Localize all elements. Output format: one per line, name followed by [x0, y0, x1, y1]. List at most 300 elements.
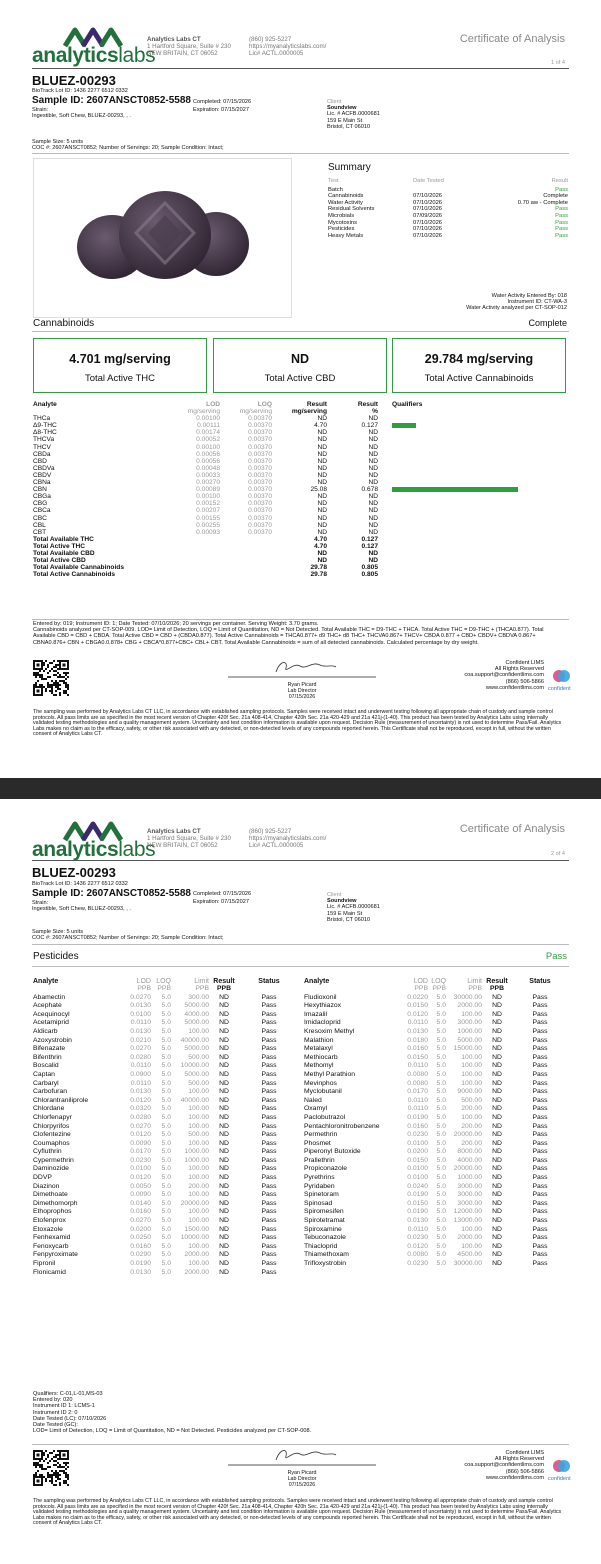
pesticide-limit: 100.00	[461, 1010, 482, 1018]
pesticide-row	[304, 1105, 568, 1114]
pesticide-limit: 500.00	[461, 1096, 482, 1104]
pesticide-limit: 100.00	[188, 1208, 209, 1216]
lab-website[interactable]: https://myanalyticslabs.com/	[249, 43, 327, 50]
pesticide-result: ND	[492, 1251, 502, 1259]
signer-name: Ryan Picard	[287, 1470, 317, 1476]
pest-unit-result: PPB	[490, 985, 504, 992]
pesticide-loq: 5.0	[161, 1019, 171, 1027]
pesticide-loq: 5.0	[161, 1234, 171, 1242]
signer-date: 07/15/2026	[288, 1481, 316, 1488]
lod-value: 0.00048	[196, 464, 220, 472]
total-percent: 0.127	[361, 535, 378, 543]
pesticide-limit: 5000.00	[184, 1070, 209, 1078]
summary-date: 07/10/2026	[413, 226, 443, 233]
pesticide-status: Pass	[532, 1199, 548, 1207]
pesticide-loq: 5.0	[161, 1122, 171, 1130]
pesticide-status: Pass	[261, 1036, 277, 1044]
lab-name: Analytics Labs CT	[147, 828, 201, 835]
result-percent: 0.127	[361, 422, 378, 430]
pesticide-status: Pass	[261, 1148, 277, 1156]
pesticide-status: Pass	[532, 1036, 548, 1044]
pesticide-loq: 5.0	[161, 1053, 171, 1061]
sample-size: Sample Size: 5 units	[32, 929, 83, 935]
pesticide-limit: 500.00	[188, 1053, 209, 1061]
lab-website[interactable]: https://myanalyticslabs.com/	[249, 835, 327, 842]
pesticide-lod: 0.0100	[407, 1174, 428, 1182]
pesticide-status: Pass	[532, 1113, 548, 1121]
pesticide-result: ND	[219, 1199, 229, 1207]
pesticide-name: Etoxazole	[33, 1225, 63, 1233]
pesticide-lod: 0.0100	[407, 1165, 428, 1173]
pesticides-status: Pass	[545, 951, 567, 962]
qualifier-cell	[378, 458, 570, 465]
client-block	[327, 99, 380, 130]
pesticide-row	[304, 1071, 568, 1080]
pesticide-status: Pass	[532, 1165, 548, 1173]
client-name: Soundview	[327, 105, 357, 112]
summary-row	[328, 206, 568, 213]
pesticide-row	[304, 1157, 568, 1166]
result-value: ND	[317, 493, 327, 501]
pesticide-limit: 5000.00	[184, 1002, 209, 1010]
lab-address-line2: NEW BRITAIN, CT 06052	[147, 842, 218, 849]
pesticide-loq: 5.0	[161, 1079, 171, 1087]
pest-col-loq: LOQ	[431, 978, 446, 985]
pesticide-loq: 5.0	[436, 1217, 446, 1225]
pesticide-limit: 100.00	[188, 1174, 209, 1182]
analyte-name: Δ9-THC	[33, 422, 57, 430]
sample-id: Sample ID: 2607ANSCT0852-5588	[32, 95, 191, 106]
lod-value: 0.00207	[196, 507, 220, 515]
pesticide-result: ND	[219, 1217, 229, 1225]
pesticide-table-left	[33, 978, 299, 1277]
pesticide-limit: 5000.00	[457, 1036, 482, 1044]
lod-value: 0.00089	[196, 486, 220, 494]
pesticide-limit: 3000.00	[457, 1191, 482, 1199]
pesticide-status: Pass	[261, 1010, 277, 1018]
pesticide-result: ND	[219, 1268, 229, 1276]
lims-line5[interactable]: www.confidentlims.com	[485, 684, 544, 691]
total-percent: ND	[368, 549, 378, 557]
pesticide-status: Pass	[532, 993, 548, 1001]
lims-line5[interactable]: www.confidentlims.com	[485, 1474, 544, 1481]
pesticide-loq: 5.0	[161, 1268, 171, 1276]
signer-role: Lab Director	[287, 687, 317, 694]
page-number: 1 of 4	[551, 60, 565, 66]
lab-phone: (860) 925-5227	[249, 36, 292, 43]
can-col-loq: LOQ	[257, 401, 272, 408]
pesticide-row	[33, 1243, 299, 1252]
signature-block	[228, 1446, 376, 1488]
pesticide-name: Cyfluthrin	[33, 1148, 62, 1156]
pesticide-lod: 0.0170	[407, 1088, 428, 1096]
total-cannabinoids-label: Total Active Cannabinoids	[424, 373, 534, 384]
total-percent: 0.805	[361, 564, 378, 572]
lab-license: Lic# ACTL.0000005	[249, 842, 304, 849]
total-blank	[220, 564, 272, 571]
pesticide-loq: 5.0	[161, 1113, 171, 1121]
pesticide-row	[304, 1226, 568, 1235]
can-unit-lod: mg/serving	[187, 408, 220, 416]
pesticide-limit: 100.00	[461, 1242, 482, 1250]
result-value: ND	[317, 429, 327, 437]
pesticide-loq: 5.0	[436, 1191, 446, 1199]
pesticide-row	[304, 1088, 568, 1097]
lod-value: 0.00155	[196, 514, 220, 522]
analyte-name: CBNa	[33, 479, 51, 487]
pest-col-lod: LOD	[413, 978, 428, 985]
loq-value: 0.00370	[248, 500, 272, 508]
pesticide-row	[304, 1251, 568, 1260]
lims-line4: (866) 506-5866	[505, 1468, 544, 1475]
coa-page-2	[0, 799, 601, 1564]
pesticide-loq: 5.0	[161, 1208, 171, 1216]
qualifier-cell	[378, 500, 570, 507]
pesticide-name: Pyrethrins	[304, 1174, 335, 1182]
biotrack-lot-id: BioTrack Lot ID: 1436 2277 6512 0332	[32, 88, 128, 94]
lod-value: 0.00152	[196, 500, 220, 508]
pesticide-status: Pass	[261, 1182, 277, 1190]
pesticide-name: Acequinocyl	[33, 1010, 70, 1018]
pesticide-loq: 5.0	[436, 1019, 446, 1027]
pesticide-name: Carbofuran	[33, 1088, 68, 1096]
completed-date: Completed: 07/15/2026	[193, 99, 252, 105]
client-address2: Bristol, CT 06010	[327, 916, 371, 923]
confident-text: confident	[548, 1476, 571, 1482]
pesticide-row	[304, 1243, 568, 1252]
pesticide-name: Piperonyl Butoxide	[304, 1148, 361, 1156]
pesticide-lod: 0.0120	[130, 1131, 151, 1139]
pesticide-name: Malathion	[304, 1036, 334, 1044]
pesticide-loq: 5.0	[436, 1027, 446, 1035]
pesticide-lod: 0.0150	[407, 1053, 428, 1061]
pesticide-result: ND	[219, 1208, 229, 1216]
pesticide-result: ND	[492, 1148, 502, 1156]
pesticide-name: Phosmet	[304, 1139, 331, 1147]
lab-address-line1: 1 Hartford Square, Suite # 230	[147, 43, 231, 50]
pesticide-result: ND	[219, 1165, 229, 1173]
pesticide-status: Pass	[261, 1131, 277, 1139]
pesticide-limit: 1000.00	[457, 1174, 482, 1182]
pesticide-status: Pass	[261, 1165, 277, 1173]
total-result: 29.78	[310, 564, 327, 572]
pesticide-loq: 5.0	[436, 1070, 446, 1078]
client-license: Lic. # ACFB.0000681	[327, 904, 380, 911]
pesticide-loq: 5.0	[161, 1242, 171, 1250]
pesticide-status: Pass	[532, 1096, 548, 1104]
pesticide-lod: 0.0200	[407, 1148, 428, 1156]
result-value: ND	[317, 464, 327, 472]
pesticide-status: Pass	[532, 1174, 548, 1182]
pesticide-status: Pass	[532, 1234, 548, 1242]
lims-line3[interactable]: coa.support@confidentlims.com	[464, 1462, 544, 1469]
qualifier-cell	[378, 529, 570, 536]
signer-role: Lab Director	[287, 1475, 317, 1482]
pesticide-loq: 5.0	[436, 1165, 446, 1173]
pesticide-lod: 0.0150	[407, 1199, 428, 1207]
total-cbd-value: ND	[290, 352, 310, 366]
result-value: ND	[317, 514, 327, 522]
note-date-lc: Date Tested (LC): 07/10/2026	[33, 1415, 107, 1422]
pesticide-name: Chlorpyrifos	[33, 1122, 70, 1130]
pesticide-name: Flonicamid	[33, 1268, 66, 1276]
total-blank	[220, 557, 272, 564]
analyte-name: THCV	[33, 443, 51, 451]
pesticide-row	[33, 1217, 299, 1226]
cannabinoid-total-row	[33, 543, 570, 550]
pesticide-name: Ethoprophos	[33, 1208, 72, 1216]
pesticide-loq: 5.0	[436, 1088, 446, 1096]
pesticide-limit: 200.00	[188, 1182, 209, 1190]
result-percent: ND	[368, 479, 378, 487]
total-thc-label: Total Active THC	[84, 373, 156, 384]
pest-col-result: Result	[486, 978, 508, 985]
can-unit-pct: %	[372, 408, 378, 416]
pesticide-result: ND	[492, 1191, 502, 1199]
pesticide-row	[304, 1260, 568, 1269]
pesticide-result: ND	[219, 1036, 229, 1044]
pesticide-name: Pyridaben	[304, 1182, 335, 1190]
qualifier-cell	[378, 444, 570, 451]
cannabinoid-row	[33, 500, 570, 507]
total-name: Total Available Cannabinoids	[33, 564, 124, 572]
pesticide-lod: 0.0090	[130, 1139, 151, 1147]
pesticide-result: ND	[492, 1045, 502, 1053]
pesticide-loq: 5.0	[436, 1096, 446, 1104]
pesticide-status: Pass	[532, 1251, 548, 1259]
pesticide-limit: 5000.00	[184, 1045, 209, 1053]
result-percent: ND	[368, 521, 378, 529]
result-value: 25.08	[310, 486, 327, 494]
lims-line2: All Rights Reserved	[494, 1456, 544, 1463]
pesticide-lod: 0.0230	[407, 1260, 428, 1267]
pesticide-name: Propiconazole	[304, 1165, 348, 1173]
summary-test: Microbials	[328, 212, 355, 219]
pest-col-result: Result	[213, 978, 235, 985]
pesticide-row	[304, 1080, 568, 1089]
result-value: ND	[317, 443, 327, 451]
pesticide-row	[304, 1028, 568, 1037]
pesticide-row	[33, 1251, 299, 1260]
lod-value: 0.00056	[196, 450, 220, 458]
pesticide-loq: 5.0	[161, 1191, 171, 1199]
summary-test: Cannabinoids	[328, 193, 364, 200]
pesticide-row	[33, 1097, 299, 1106]
pesticide-result: ND	[492, 1027, 502, 1035]
logo-text-labs: labs	[118, 44, 156, 67]
pesticide-loq: 5.0	[436, 1062, 446, 1070]
pesticide-lod: 0.0050	[130, 1182, 151, 1190]
analyte-name: CBL	[33, 521, 46, 529]
pesticide-lod: 0.0210	[130, 1036, 151, 1044]
pesticide-loq: 5.0	[161, 1165, 171, 1173]
summary-date: 07/10/2026	[413, 206, 443, 213]
lab-phone: (860) 925-5227	[249, 828, 292, 835]
pesticide-limit: 100.00	[461, 1079, 482, 1087]
pesticide-name: Spiromesifen	[304, 1208, 344, 1216]
total-percent: 0.127	[361, 542, 378, 550]
pesticide-status: Pass	[532, 1191, 548, 1199]
pesticide-loq: 5.0	[436, 1010, 446, 1018]
pesticide-result: ND	[219, 1191, 229, 1199]
pesticide-lod: 0.0270	[130, 1045, 151, 1053]
page-number: 2 of 4	[551, 851, 565, 857]
pesticide-result: ND	[219, 1225, 229, 1233]
pesticide-loq: 5.0	[436, 1148, 446, 1156]
result-percent: ND	[368, 493, 378, 501]
pesticide-status: Pass	[261, 1260, 277, 1267]
pesticide-limit: 8000.00	[457, 1148, 482, 1156]
total-blank	[220, 543, 272, 550]
lab-address-block-2	[147, 828, 231, 849]
pesticide-limit: 2000.00	[457, 1002, 482, 1010]
confident-logo-icon	[552, 668, 572, 684]
pesticide-loq: 5.0	[161, 1045, 171, 1053]
pesticide-loq: 5.0	[161, 1096, 171, 1104]
pesticide-status: Pass	[261, 1251, 277, 1259]
pesticide-lod: 0.0230	[407, 1234, 428, 1242]
pesticide-name: Chlorantraniliprole	[33, 1096, 89, 1104]
pesticide-name: Aldicarb	[33, 1027, 58, 1035]
lod-value: 0.00100	[196, 443, 220, 451]
pesticide-name: Prallethrin	[304, 1156, 335, 1164]
pesticide-name: Captan	[33, 1070, 55, 1078]
pest-col-loq: LOQ	[156, 978, 171, 985]
pesticide-name: Chlordane	[33, 1105, 65, 1113]
lims-line1: Confident LIMS	[505, 660, 544, 666]
analyte-name: THCa	[33, 415, 51, 423]
pesticide-row	[33, 1011, 299, 1020]
qualifier-cell	[378, 422, 570, 429]
pesticide-result: ND	[492, 1217, 502, 1225]
pesticide-status: Pass	[261, 1191, 277, 1199]
pesticide-loq: 5.0	[161, 1105, 171, 1113]
pesticide-limit: 200.00	[461, 1122, 482, 1130]
pesticide-row	[33, 994, 299, 1003]
note-date-gc: Date Tested (GC):	[33, 1422, 78, 1429]
pesticide-limit: 100.00	[188, 1217, 209, 1225]
pesticide-loq: 5.0	[436, 1131, 446, 1139]
pesticide-name: Bifenthrin	[33, 1053, 62, 1061]
pesticide-row	[304, 1062, 568, 1071]
pest-unit-loq: PPB	[157, 985, 171, 992]
pesticide-row	[304, 1123, 568, 1132]
disclaimer: The sampling was performed by Analytics Labs CT LLC, in accordance with established sampling protocols. Samples were received intact and underwent testing following all appropriate chain of custody and sample control protocols. All pass limits are as specified in the most recent version of Chapter 420f Sec. 21a 408-414, Chapter 420h Sec. 21a 420-429 and 21a 421j-(1-40). This product has been tested by Analytics Labs using internally validated testing methodologies and a quality management system. Uncertainty and test condition information is available upon request. Decision Rule (measurement of uncertainty) is not used to determine Pass/Fail. Analytics Labs makes no claim as to the efficacy, safety, or other risk associated with any detected, or non-detected levels of any compounds reported herein. This Certificate shall not be reproduced, except in full, without the written consent of Analytics Labs CT.	[33, 1498, 562, 1527]
logo-text-labs: labs	[118, 838, 156, 861]
summary-date: 07/10/2026	[413, 193, 443, 200]
pesticide-status: Pass	[532, 1156, 548, 1164]
pesticide-row	[33, 1002, 299, 1011]
pesticide-result: ND	[219, 1260, 229, 1267]
pest-col-analyte: Analyte	[304, 978, 330, 985]
pesticide-name: Daminozide	[33, 1165, 69, 1173]
pesticide-name: Hexythiazox	[304, 1002, 342, 1010]
cannabinoid-total-row	[33, 550, 570, 557]
analyte-name: Δ8-THC	[33, 429, 57, 437]
result-value: ND	[317, 457, 327, 465]
total-blank	[168, 550, 220, 557]
pesticide-lod: 0.0290	[130, 1251, 151, 1259]
pesticide-status: Pass	[261, 1225, 277, 1233]
lod-value: 0.00174	[196, 429, 220, 437]
pesticide-row	[33, 1114, 299, 1123]
pesticide-loq: 5.0	[161, 1199, 171, 1207]
pesticide-name: Metalaxyl	[304, 1045, 333, 1053]
qualifier-cell	[378, 479, 570, 486]
pesticide-lod: 0.0120	[407, 1242, 428, 1250]
qr-code[interactable]	[33, 660, 69, 696]
lod-value: 0.00056	[196, 457, 220, 465]
signer-name: Ryan Picard	[287, 682, 317, 688]
pesticide-name: Spirotetramat	[304, 1217, 345, 1225]
pesticide-loq: 5.0	[161, 1036, 171, 1044]
pesticide-limit: 30000.00	[453, 993, 482, 1001]
analyte-name: CBDa	[33, 450, 51, 458]
pesticide-row	[304, 1002, 568, 1011]
can-unit-result: mg/serving	[291, 408, 327, 416]
pesticide-status: Pass	[261, 1156, 277, 1164]
strain-label: Strain:	[32, 107, 49, 113]
pesticide-loq: 5.0	[161, 1260, 171, 1267]
pesticide-row	[304, 1054, 568, 1063]
pesticide-loq: 5.0	[161, 1174, 171, 1182]
cannabinoid-row	[33, 451, 570, 458]
pesticide-lod: 0.0270	[130, 1122, 151, 1130]
wa-entered-by: Water Activity Entered By: 018	[491, 293, 567, 299]
sample-matrix: Ingestible, Soft Chew, BLUEZ-00293, , .	[32, 906, 131, 912]
summary-test: Residual Solvents	[328, 206, 375, 213]
page-gap	[0, 778, 601, 799]
pesticide-name: Methyl Parathion	[304, 1070, 356, 1078]
summary-row	[328, 213, 568, 220]
notes-divider	[32, 619, 569, 620]
pesticide-limit: 100.00	[461, 1062, 482, 1070]
client-name: Soundview	[327, 898, 357, 905]
pesticide-name: Mevinphos	[304, 1079, 337, 1087]
signature-icon	[228, 658, 376, 678]
pesticide-result: ND	[492, 1079, 502, 1087]
can-unit-loq: mg/serving	[239, 408, 272, 416]
pesticide-result: ND	[219, 1096, 229, 1104]
cannabinoid-row	[33, 479, 570, 486]
expiration-date: Expiration: 07/15/2027	[193, 107, 249, 113]
pesticide-loq: 5.0	[436, 1242, 446, 1250]
pesticide-loq: 5.0	[436, 1234, 446, 1242]
pesticide-result: ND	[492, 1096, 502, 1104]
cannabinoids-divider	[32, 331, 569, 332]
pesticide-name: Cypermethrin	[33, 1156, 74, 1164]
lims-line3[interactable]: coa.support@confidentlims.com	[464, 672, 544, 679]
pesticide-status: Pass	[261, 1070, 277, 1078]
note-instrument-1: Instrument ID 1: LCMS-1	[33, 1403, 95, 1410]
lab-address-line1: 1 Hartford Square, Suite # 230	[147, 835, 231, 842]
result-bar	[392, 487, 518, 492]
result-percent: ND	[368, 507, 378, 515]
client-block	[327, 892, 380, 923]
pesticide-result: ND	[492, 1199, 502, 1207]
qr-code[interactable]	[33, 1450, 69, 1486]
pesticide-loq: 5.0	[436, 1122, 446, 1130]
pesticide-limit: 4500.00	[457, 1251, 482, 1259]
cannabinoid-total-row	[33, 536, 570, 543]
pesticide-loq: 5.0	[436, 1182, 446, 1190]
lod-value: 0.00033	[196, 471, 220, 479]
pesticide-result: ND	[219, 1088, 229, 1096]
pesticide-lod: 0.0190	[407, 1208, 428, 1216]
loq-value: 0.00370	[248, 528, 272, 536]
pesticide-lod: 0.0230	[130, 1156, 151, 1164]
pesticide-loq: 5.0	[436, 1139, 446, 1147]
